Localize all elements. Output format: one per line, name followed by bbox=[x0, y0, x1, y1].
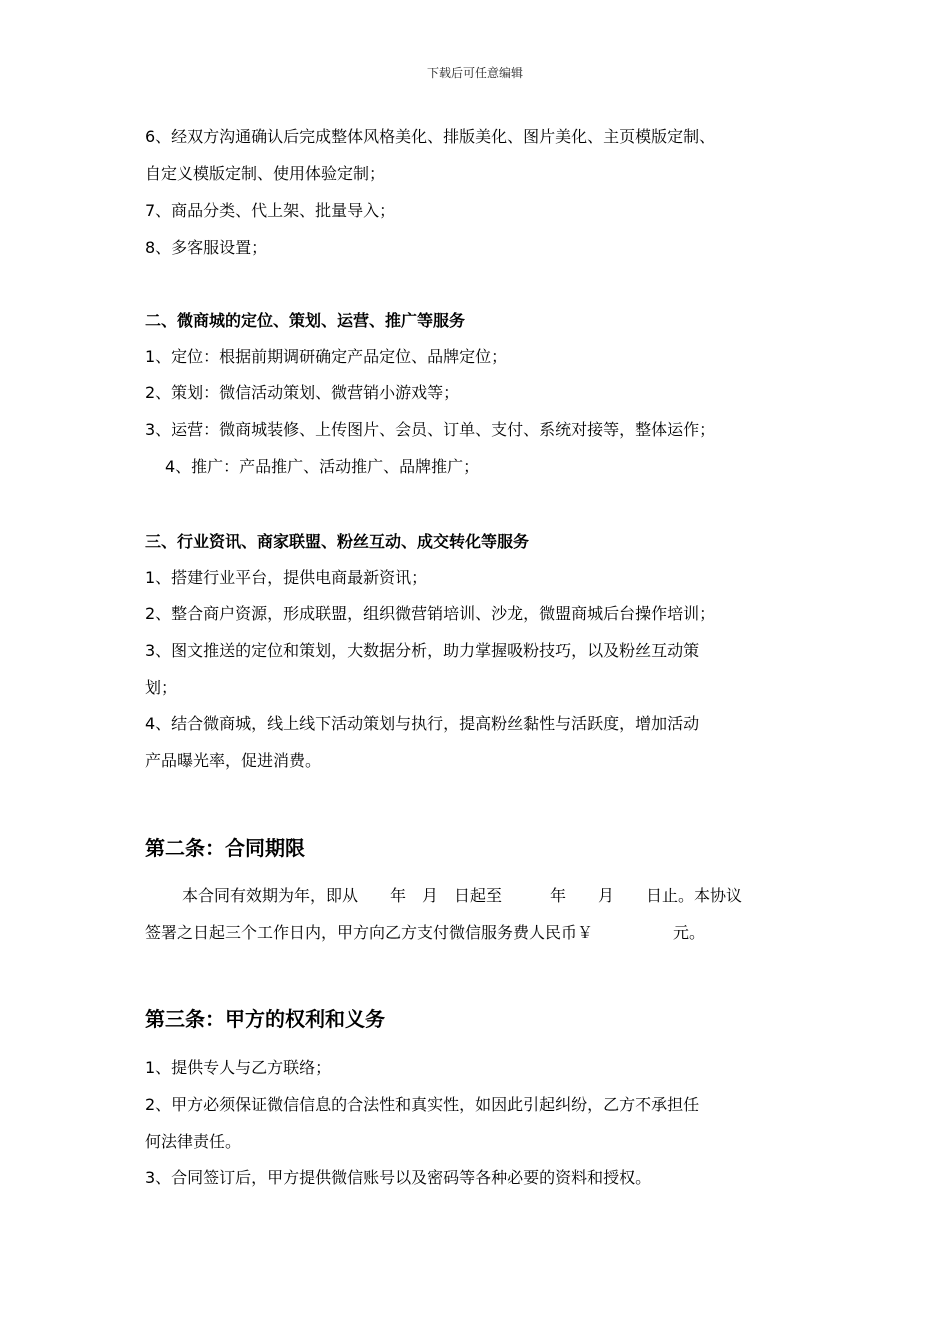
section-title: 二、微商城的定位、策划、运营、推广等服务 bbox=[145, 311, 466, 330]
body-line: 8、多客服设置； bbox=[145, 238, 268, 257]
list-item: 3、图文推送的定位和策划，大数据分析，助力掌握吸粉技巧，以及粉丝互动策 bbox=[145, 641, 700, 660]
article-title: 第二条：合同期限 bbox=[145, 836, 305, 860]
list-item: 3、运营：微商城装修、上传图片、会员、订单、支付、系统对接等，整体运作； bbox=[145, 420, 716, 439]
body-line: 本合同有效期为年，即从 年 月 日起至 年 月 日止。本协议 bbox=[182, 886, 743, 905]
list-item: 3、合同签订后，甲方提供微信账号以及密码等各种必要的资料和授权。 bbox=[145, 1168, 652, 1187]
list-item: 1、提供专人与乙方联络； bbox=[145, 1058, 332, 1077]
page-header: 下载后可任意编辑 bbox=[426, 66, 523, 80]
list-item: 2、整合商户资源，形成联盟，组织微营销培训、沙龙，微盟商城后台操作培训； bbox=[145, 604, 716, 623]
article-title: 第三条：甲方的权利和义务 bbox=[145, 1007, 385, 1031]
list-item: 划； bbox=[145, 678, 178, 697]
section-title: 三、行业资讯、商家联盟、粉丝互动、成交转化等服务 bbox=[145, 532, 530, 551]
body-line: 自定义模版定制、使用体验定制； bbox=[145, 164, 386, 183]
body-line: 签署之日起三个工作日内，甲方向乙方支付微信服务费人民币￥ 元。 bbox=[145, 923, 706, 942]
body-line: 6、经双方沟通确认后完成整体风格美化、排版美化、图片美化、主页模版定制、 bbox=[145, 127, 716, 146]
list-item: 1、搭建行业平台，提供电商最新资讯； bbox=[145, 568, 428, 587]
list-item: 4、推广：产品推广、活动推广、品牌推广； bbox=[165, 457, 480, 476]
list-item: 4、结合微商城，线上线下活动策划与执行，提高粉丝黏性与活跃度，增加活动 bbox=[145, 714, 700, 733]
list-item: 1、定位：根据前期调研确定产品定位、品牌定位； bbox=[145, 347, 508, 366]
list-item: 2、策划：微信活动策划、微营销小游戏等； bbox=[145, 383, 460, 402]
list-item: 2、甲方必须保证微信信息的合法性和真实性，如因此引起纠纷，乙方不承担任 bbox=[145, 1095, 700, 1114]
list-item: 产品曝光率，促进消费。 bbox=[145, 751, 322, 770]
body-line: 7、商品分类、代上架、批量导入； bbox=[145, 201, 396, 220]
list-item: 何法律责任。 bbox=[145, 1132, 242, 1151]
